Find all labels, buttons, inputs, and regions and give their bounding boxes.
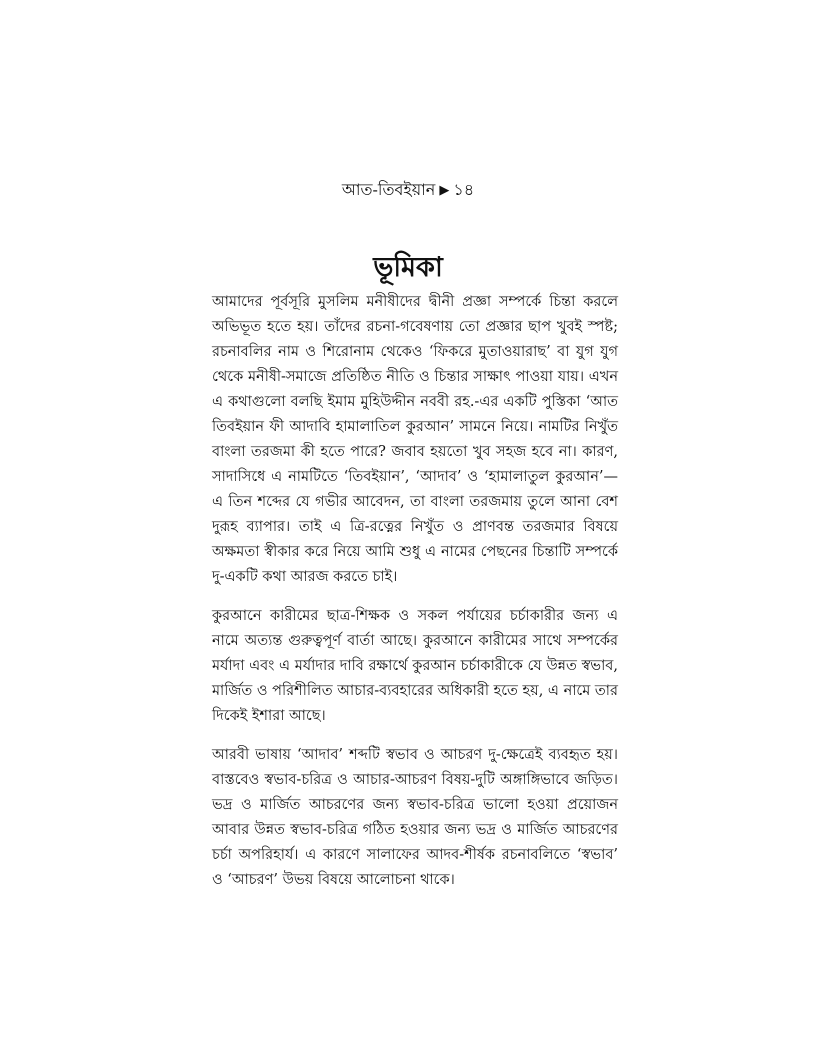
chapter-title: ভূমিকা [373, 252, 443, 283]
running-header [0, 180, 816, 201]
paragraph-2: কুরআনে কারীমের ছাত্র-শিক্ষক ও সকল পর্যায়ের চর্চাকারীর জন্য এ নামে অত্যন্ত গুরুত্বপূর্ণ বার্তা আছে। কুরআনে কারীমের সাথে সম্পর্কের মর্যাদা এবং এ মর্যাদার দাবি রক্ষার্থে কুরআন চর্চাকারীকে যে উন্নত স্বভাব, মার্জিত ও পরিশীলিত আচার-ব্যবহারের অধিকারী হতে হয়, এ নামে তার দিকেই ইশারা আছে। [212, 608, 618, 724]
paragraph-3: আরবী ভাষায় ‘আদাব’ শব্দটি স্বভাব ও আচরণ দু-ক্ষেত্রেই ব্যবহৃত হয়। বাস্তবেও স্বভাব-চরিত্র ও আচার-আচরণ বিষয়-দুটি অঙ্গাঙ্গিভাবে জড়িত। ভদ্র ও মার্জিত আচরণের জন্য স্বভাব-চরিত্র ভালো হওয়া প্রয়োজন আবার উন্নত স্বভাব-চরিত্র গঠিত হওয়ার জন্য ভদ্র ও মার্জিত আচরণের চর্চা অপরিহার্য। এ কারণে সালাফের আদব-শীর্ষক রচনাবলিতে ‘স্বভাব’ ও ‘আচরণ’ উভয় বিষয়ে আলোচনা থাকে। [212, 747, 618, 888]
book-title: আত-তিবইয়ান [341, 180, 436, 199]
body-text [212, 290, 618, 907]
page-number: ১৪ [453, 180, 475, 199]
paragraph-1: আমাদের পূর্বসূরি মুসলিম মনীষীদের দ্বীনী প্রজ্ঞা সম্পর্কে চিন্তা করলে অভিভূত হতে হয়। তাঁদের রচনা-গবেষণায় তো প্রজ্ঞার ছাপ খুবই স্পষ্ট; রচনাবলির নাম ও শিরোনাম থেকেও ‘ফিকরে মুতাওয়ারাছ’ বা যুগ যুগ থেকে মনীষী-সমাজে প্রতিষ্ঠিত নীতি ও চিন্তার সাক্ষাৎ পাওয়া যায়। এখন এ কথাগুলো বলছি ইমাম মুহিউদ্দীন নববী রহ.-এর একটি পুস্তিকা ‘আত তিবইয়ান ফী আদাবি হামালাতিল কুরআন’ সামনে নিয়ে। নামটির নিখুঁত বাংলা তরজমা কী হতে পারে? জবাব হয়তো খুব সহজ হবে না। কারণ, সাদাসিধে এ নামটিতে ‘তিবইয়ান’, ‘আদাব’ ও ‘হামালাতুল কুরআন’—এ তিন শব্দের যে গভীর আবেদন, তা বাংলা তরজমায় তুলে আনা বেশ দুরূহ ব্যাপার। তাই এ ত্রি-রত্নের নিখুঁত ও প্রাণবন্ত তরজমার বিষয়ে অক্ষমতা স্বীকার করে নিয়ে আমি শুধু এ নামের পেছনের চিন্তাটি সম্পর্কে দু-একটি কথা আরজ করতে চাই। [212, 294, 618, 585]
right-triangle-icon: ▶ [439, 183, 450, 198]
